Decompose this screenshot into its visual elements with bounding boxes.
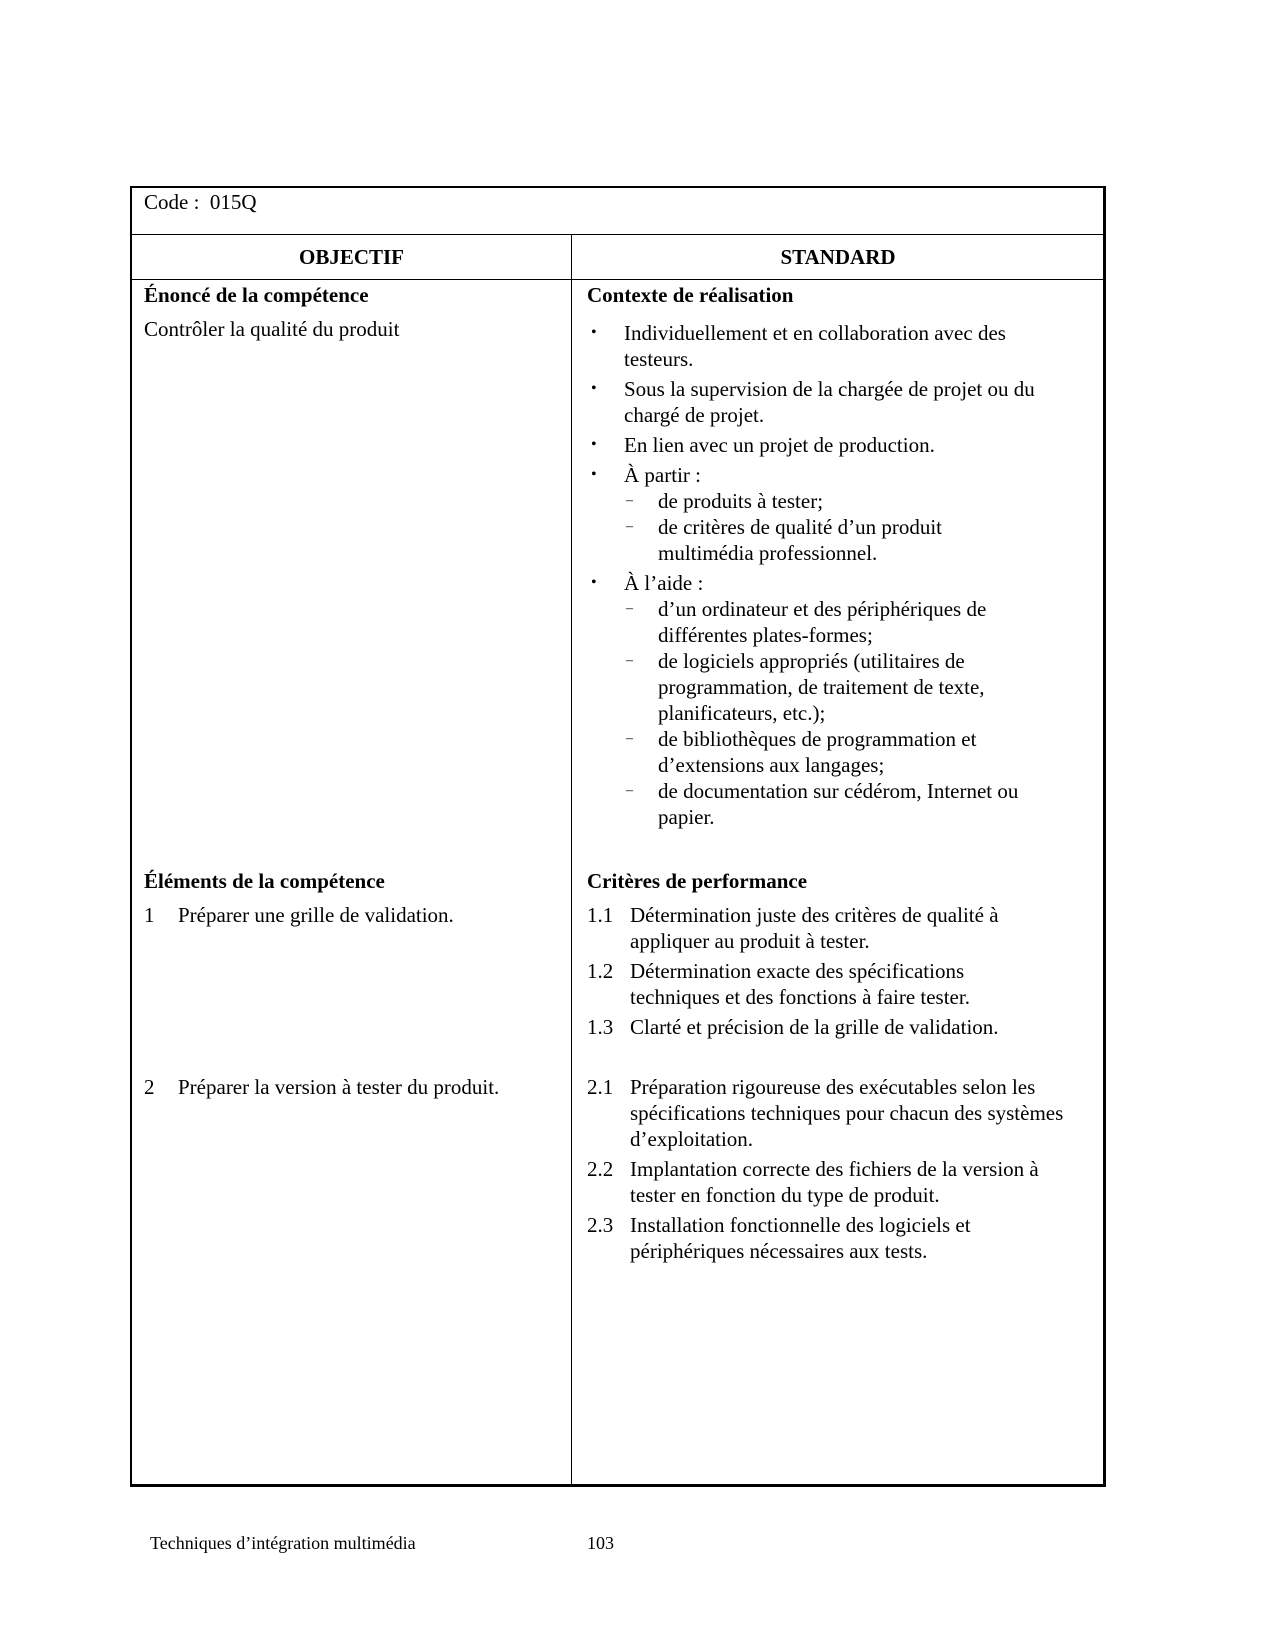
critere-number: 1.3	[587, 1015, 614, 1039]
critere-item	[587, 1074, 1077, 1152]
elements-title: Éléments de la compétence	[144, 869, 385, 893]
critere-text: Implantation correcte des fichiers de la version à tester en fonction du type de produit.	[630, 1157, 1039, 1207]
contexte-subitem	[624, 648, 1087, 726]
element-text: Préparer la version à tester du produit.	[178, 1075, 500, 1099]
critere-number: 2.2	[587, 1157, 614, 1181]
criteres-list-1	[587, 902, 1077, 1044]
critere-number: 2.3	[587, 1213, 614, 1237]
critere-number: 1.2	[587, 959, 614, 983]
contexte-item-text: À partir :	[624, 463, 701, 487]
competency-table	[130, 186, 1106, 1487]
contexte-item	[587, 462, 1087, 566]
bullet-icon: •	[591, 324, 597, 341]
header-row	[132, 235, 1103, 280]
bullet-icon: •	[591, 380, 597, 397]
footer-title: Techniques d’intégration multimédia	[150, 1533, 416, 1553]
criteres-title: Critères de performance	[587, 869, 808, 893]
critere-item	[587, 902, 1077, 954]
enonce-title: Énoncé de la compétence	[144, 283, 369, 307]
contexte-item	[587, 570, 1087, 830]
critere-item	[587, 1014, 1077, 1040]
criteres-list-2	[587, 1074, 1077, 1268]
critere-item	[587, 958, 1077, 1010]
bullet-icon: •	[591, 574, 597, 591]
contexte-subitem-text: de bibliothèques de programmation et d’extensions aux langages;	[658, 727, 977, 777]
header-objectif: OBJECTIF	[298, 244, 405, 269]
contexte-item-text: À l’aide :	[624, 571, 704, 595]
contexte-item	[587, 432, 1087, 458]
contexte-subitem-text: de documentation sur cédérom, Internet ou papier.	[658, 779, 1019, 829]
dash-icon: –	[626, 731, 633, 746]
critere-text: Détermination exacte des spécifications techniques et des fonctions à faire tester.	[630, 959, 970, 1009]
contexte-subitem-text: de logiciels appropriés (utilitaires de programmation, de traitement de texte, planificateurs, etc.);	[658, 649, 985, 725]
element-item	[144, 902, 564, 928]
contexte-title: Contexte de réalisation	[587, 283, 794, 307]
element-item	[144, 1074, 564, 1100]
contexte-sublist	[624, 596, 1087, 830]
dash-icon: –	[626, 519, 633, 534]
contexte-item	[587, 320, 1087, 372]
contexte-subitem	[624, 514, 1087, 566]
contexte-item-text: Sous la supervision de la chargée de projet ou du chargé de projet.	[624, 377, 1035, 427]
contexte-subitem	[624, 726, 1087, 778]
contexte-subitem-text: de critères de qualité d’un produit multimédia professionnel.	[658, 515, 942, 565]
element-number: 1	[144, 903, 155, 927]
element-text: Préparer une grille de validation.	[178, 903, 454, 927]
code-label: Code :	[144, 190, 200, 214]
contexte-sublist	[624, 488, 1087, 566]
dash-icon: –	[626, 783, 633, 798]
bullet-icon: •	[591, 436, 597, 453]
contexte-subitem	[624, 488, 1087, 514]
contexte-item-text: En lien avec un projet de production.	[624, 433, 935, 457]
critere-text: Installation fonctionnelle des logiciels et périphériques nécessaires aux tests.	[630, 1213, 971, 1263]
header-standard: STANDARD	[780, 244, 896, 269]
critere-text: Préparation rigoureuse des exécutables selon les spécifications techniques pour chacun des systèmes d’exploitation.	[630, 1075, 1064, 1151]
column-divider	[571, 235, 572, 1484]
critere-number: 2.1	[587, 1075, 614, 1099]
enonce-text: Contrôler la qualité du produit	[144, 317, 400, 341]
contexte-item	[587, 376, 1087, 428]
code-value: 015Q	[209, 190, 257, 214]
contexte-item-text: Individuellement et en collaboration avec des testeurs.	[624, 321, 1006, 371]
contexte-list	[587, 320, 1087, 834]
bullet-icon: •	[591, 466, 597, 483]
contexte-subitem-text: de produits à tester;	[658, 489, 824, 513]
contexte-subitem	[624, 778, 1087, 830]
dash-icon: –	[626, 493, 633, 508]
contexte-subitem-text: d’un ordinateur et des périphériques de différentes plates-formes;	[658, 597, 987, 647]
dash-icon: –	[626, 601, 633, 616]
critere-text: Clarté et précision de la grille de validation.	[630, 1015, 999, 1039]
critere-number: 1.1	[587, 903, 614, 927]
code-row	[132, 188, 1103, 235]
critere-item	[587, 1212, 1077, 1264]
critere-item	[587, 1156, 1077, 1208]
element-number: 2	[144, 1075, 155, 1099]
dash-icon: –	[626, 653, 633, 668]
critere-text: Détermination juste des critères de qualité à appliquer au produit à tester.	[630, 903, 999, 953]
contexte-subitem	[624, 596, 1087, 648]
page-number: 103	[587, 1533, 614, 1553]
